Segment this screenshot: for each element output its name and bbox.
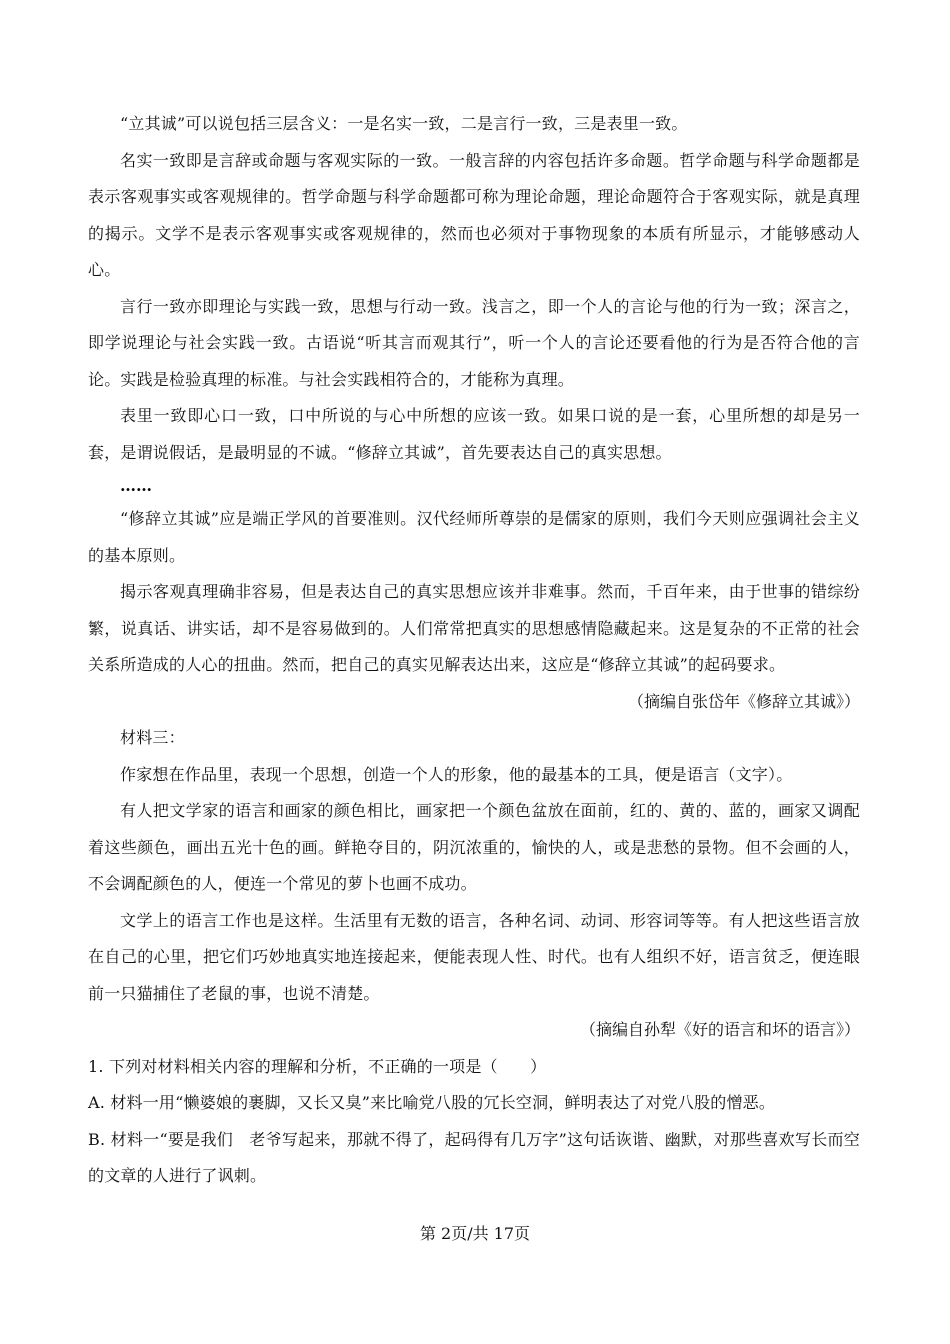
ellipsis: …… <box>120 476 152 495</box>
paragraph: 言行一致亦即理论与实践一致，思想与行动一致。浅言之，即一个人的言论与他的行为一致；深言之，即学说理论与社会实践一致。古语说“听其言而观其行”，听一个人的言论还要看他的行为是否符合他的言论。实践是检验真理的标准。与社会实践相符合的，才能称为真理。 <box>88 296 860 389</box>
paragraph: “修辞立其诚”应是端正学风的首要准则。汉代经师所尊崇的是儒家的原则，我们今天则应强调社会主义的基本原则。 <box>88 509 860 565</box>
document-page <box>88 106 860 1195</box>
paragraph: 有人把文学家的语言和画家的颜色相比，画家把一个颜色盆放在面前，红的、黄的、蓝的，画家又调配着这些颜色，画出五光十色的画。鲜艳夺目的，阴沉浓重的，愉快的人，或是悲愁的景物。但不会画的人，不会调配颜色的人，便连一个常见的萝卜也画不成功。 <box>88 801 860 893</box>
paragraph: 表里一致即心口一致，口中所说的与心中所想的应该一致。如果口说的是一套，心里所想的却是另一套，是谓说假话，是最明显的不诚。“修辞立其诚”，首先要表达自己的真实思想。 <box>88 406 860 462</box>
question-option-b: B. 材料一“要是我们 老爷写起来，那就不得了，起码得有几万字”这句话诙谐、幽默，对那些喜欢写长而空的文章的人进行了讽刺。 <box>88 1129 860 1185</box>
page-footer: 第 2页/共 17页 <box>419 1224 531 1243</box>
paragraph: 文学上的语言工作也是这样。生活里有无数的语言，各种名词、动词、形容词等等。有人把这些语言放在自己的心里，把它们巧妙地真实地连接起来，便能表现人性、时代。也有人组织不好，语言贫乏，便连眼前一只猫捕住了老鼠的事，也说不清楚。 <box>88 910 860 1003</box>
paragraph: 名实一致即是言辞或命题与客观实际的一致。一般言辞的内容包括许多命题。哲学命题与科学命题都是表示客观事实或客观规律的。哲学命题与科学命题都可称为理论命题，理论命题符合于客观实际，就是真理的揭示。文学不是表示客观事实或客观规律的，然而也必须对于事物现象的本质有所显示，才能够感动人心。 <box>88 150 860 279</box>
paragraph: 揭示客观真理确非容易，但是表达自己的真实思想应该并非难事。然而，千百年来，由于世事的错综纷繁，说真话、讲实话，却不是容易做到的。人们常常把真实的思想感情隐藏起来。这是复杂的不正常的社会关系所造成的人心的扭曲。然而，把自己的真实见解表达出来，这应是“修辞立其诚”的起码要求。 <box>88 582 860 674</box>
source-citation: （摘编自张岱年《修辞立其诚》） <box>627 691 860 711</box>
paragraph: 作家想在作品里，表现一个思想，创造一个人的形象，他的最基本的工具，便是语言（文字）。 <box>120 764 793 784</box>
question-stem: 1. 下列对材料相关内容的理解和分析，不正确的一项是（ ） <box>88 1056 547 1076</box>
material-heading: 材料三： <box>120 728 185 747</box>
paragraph: “立其诚”可以说包括三层含义：一是名实一致，二是言行一致，三是表里一致。 <box>120 114 688 133</box>
source-citation: （摘编自孙犁《好的语言和坏的语言》） <box>579 1020 860 1039</box>
question-option-a: A. 材料一用“懒婆娘的裹脚，又长又臭”来比喻党八股的冗长空洞，鲜明表达了对党八股的憎恶。 <box>88 1093 776 1112</box>
